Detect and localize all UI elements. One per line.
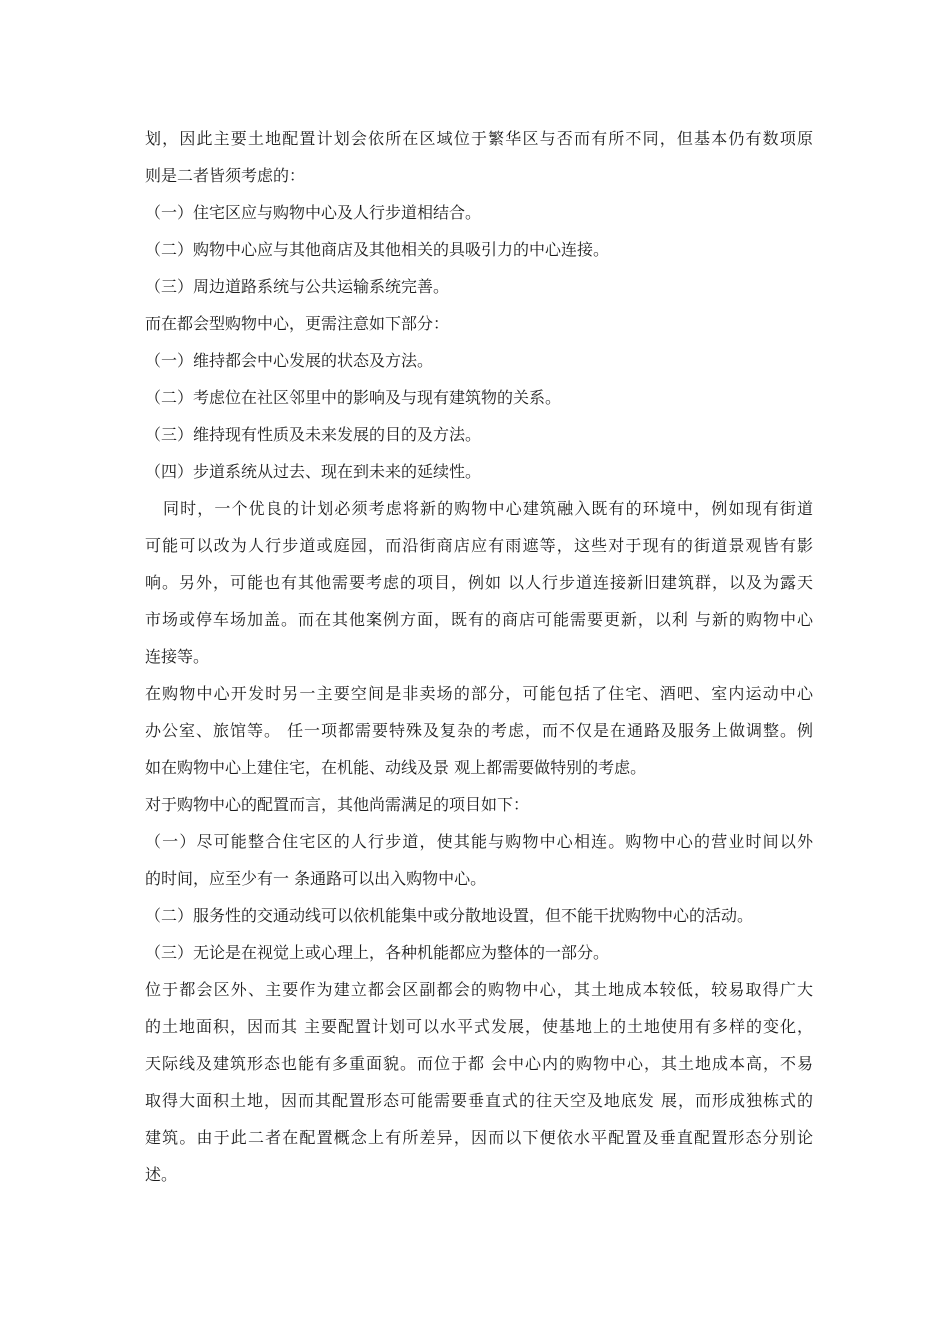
list-item: （二）考虑位在社区邻里中的影响及与现有建筑物的关系。 <box>145 388 562 407</box>
text-line: 位于都会区外、主要作为建立都会区副都会的购物中心，其土地成本较低，较易取得广大 <box>145 980 813 999</box>
list-item: （一）维持都会中心发展的状态及方法。 <box>145 351 434 370</box>
list-item: （二）服务性的交通动线可以依机能集中或分散地设置，但不能干扰购物中心的活动。 <box>145 906 754 925</box>
text-line: 市场或停车场加盖。而在其他案例方面，既有的商店可能需要更新，以利 与新的购物中心 <box>145 610 813 629</box>
text-line: 对于购物中心的配置而言，其他尚需满足的项目如下： <box>145 795 530 814</box>
text-line: 建筑。由于此二者在配置概念上有所差异，因而以下便依水平配置及垂直配置形态分别论 <box>145 1128 813 1147</box>
text-line: 在购物中心开发时另一主要空间是非卖场的部分，可能包括了住宅、酒吧、室内运动中心 <box>145 684 813 703</box>
text-line: 可能可以改为人行步道或庭园，而沿街商店应有雨遮等，这些对于现有的街道景观皆有影 <box>145 536 813 555</box>
text-line: 天际线及建筑形态也能有多重面貌。而位于都 会中心内的购物中心，其土地成本高，不易 <box>145 1054 813 1073</box>
text-line: 如在购物中心上建住宅，在机能、动线及景 观上都需要做特别的考虑。 <box>145 758 647 777</box>
text-line: 同时，一个优良的计划必须考虑将新的购物中心建筑融入既有的环境中，例如现有街道 <box>163 499 813 518</box>
list-item: （三）维持现有性质及未来发展的目的及方法。 <box>145 425 482 444</box>
text-line: 连接等。 <box>145 647 210 666</box>
list-item: 的时间，应至少有一 条通路可以出入购物中心。 <box>145 869 487 888</box>
text-line: 办公室、旅馆等。 任一项都需要特殊及复杂的考虑，而不仅是在通路及服务上做调整。例 <box>145 721 813 740</box>
list-item: （三）周边道路系统与公共运输系统完善。 <box>145 277 450 296</box>
list-item: （一）住宅区应与购物中心及人行步道相结合。 <box>145 203 482 222</box>
list-item: （二）购物中心应与其他商店及其他相关的具吸引力的中心连接。 <box>145 240 610 259</box>
body-text <box>145 120 813 1193</box>
text-line: 划，因此主要土地配置计划会依所在区域位于繁华区与否而有所不同，但基本仍有数项原 <box>145 129 813 148</box>
text-line: 响。另外，可能也有其他需要考虑的项目，例如 以人行步道连接新旧建筑群，以及为露天 <box>145 573 813 592</box>
text-line: 则是二者皆须考虑的： <box>145 166 306 185</box>
text-line: 取得大面积土地，因而其配置形态可能需要垂直式的往天空及地底发 展，而形成独栋式的 <box>145 1091 813 1110</box>
list-item: （四）步道系统从过去、现在到未来的延续性。 <box>145 462 482 481</box>
text-line: 的土地面积，因而其 主要配置计划可以水平式发展，使基地上的土地使用有多样的变化， <box>145 1017 813 1036</box>
list-item: （三）无论是在视觉上或心理上，各种机能都应为整体的一部分。 <box>145 943 610 962</box>
text-line: 述。 <box>145 1165 178 1184</box>
list-item: （一）尽可能整合住宅区的人行步道，使其能与购物中心相连。购物中心的营业时间以外 <box>145 832 813 851</box>
text-line: 而在都会型购物中心，更需注意如下部分： <box>145 314 450 333</box>
